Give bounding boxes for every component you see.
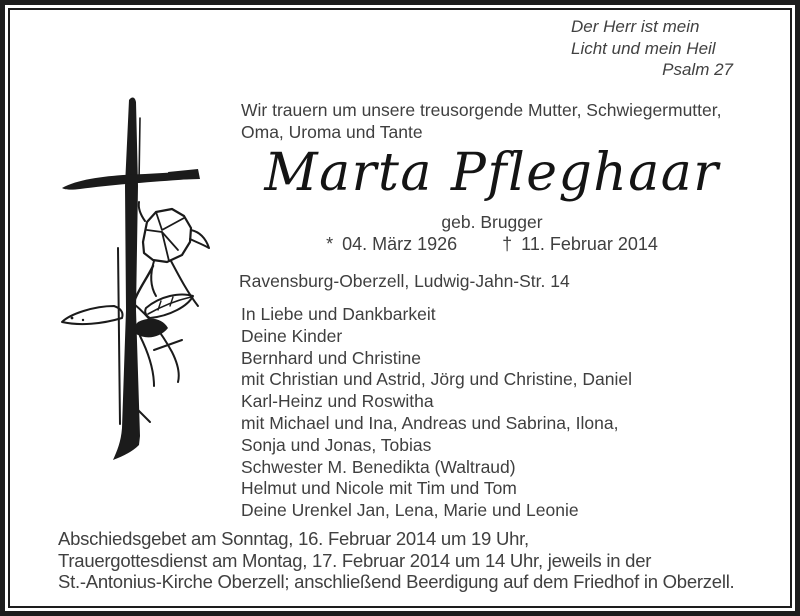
epigraph-attribution: Psalm 27 xyxy=(662,60,733,79)
mourner-line: Karl-Heinz und Roswitha xyxy=(241,391,434,412)
funeral-details xyxy=(58,528,734,593)
mourner-line: Deine Urenkel Jan, Lena, Marie und Leonie xyxy=(241,500,579,521)
mourner-line: Bernhard und Christine xyxy=(241,347,421,368)
funeral-line: Abschiedsgebet am Sonntag, 16. Februar 2014 um 19 Uhr, xyxy=(58,528,529,549)
birth-date: * 04. März 1926 xyxy=(326,234,458,254)
funeral-line: St.-Antonius-Kirche Oberzell; anschließend Beerdigung auf dem Friedhof in Oberzell. xyxy=(58,571,735,593)
mourner-line: mit Christian und Astrid, Jörg und Christine, Daniel xyxy=(241,369,633,390)
funeral-line: Trauergottesdienst am Montag, 17. Februar 2014 um 14 Uhr, jeweils in der xyxy=(58,549,652,571)
mourner-line: Sonja und Jonas, Tobias xyxy=(241,434,432,455)
mourner-line: In Liebe und Dankbarkeit xyxy=(241,304,436,324)
address-line: Ravensburg-Oberzell, Ludwig-Jahn-Str. 14 xyxy=(239,271,570,291)
cross-rose-icon xyxy=(50,90,210,470)
epigraph xyxy=(571,16,733,81)
life-dates xyxy=(238,233,746,255)
deceased-name: Marta Pfleghaar xyxy=(264,143,720,203)
mourner-line: Helmut und Nicole mit Tim und Tom xyxy=(241,478,517,499)
intro-text: Wir trauern um unsere treusorgende Mutter, Schwiegermutter, Oma, Uroma und Tante xyxy=(241,100,722,142)
maiden-name: geb. Brugger xyxy=(441,212,543,232)
mourner-line: Deine Kinder xyxy=(241,325,343,346)
mourner-line: Schwester M. Benedikta (Waltraud) xyxy=(241,456,516,477)
death-date: † 11. Februar 2014 xyxy=(502,234,658,254)
death-cross-symbol: † xyxy=(502,234,513,254)
mourners-list xyxy=(241,304,632,522)
mourner-line: mit Michael und Ina, Andreas und Sabrina, Ilona, xyxy=(241,412,619,433)
epigraph-line: Der Herr ist mein xyxy=(571,17,700,36)
epigraph-line: Licht und mein Heil xyxy=(571,38,716,58)
birth-star-symbol: * xyxy=(326,234,334,254)
